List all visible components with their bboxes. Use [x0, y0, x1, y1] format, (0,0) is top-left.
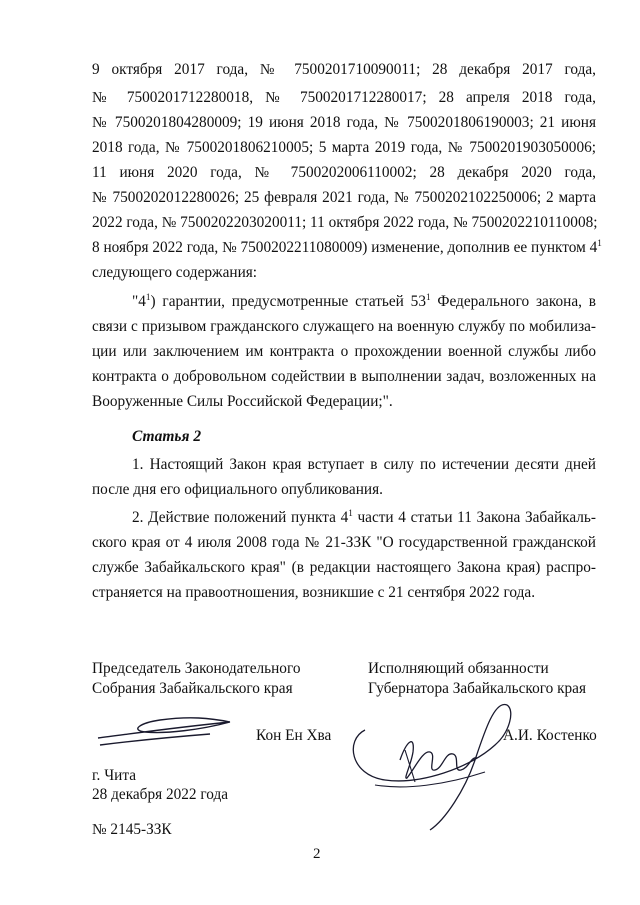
- paragraph-line: страняется на правоотношения, возникшие с 21 сентября 2022 года.: [92, 584, 536, 601]
- paragraph-line: после дня его официального опубликования.: [92, 481, 383, 498]
- body-line: № 7500201804280009; 19 июня 2018 года, № 7500201806190003; 21 июня: [92, 114, 596, 131]
- quote-line: [132, 293, 596, 311]
- body-line: 2022 года, № 7500202203020011; 11 октября 2022 года, № 7500202210110008;: [92, 214, 598, 231]
- quote-line: ции или заключением им контракта о прохождении военной службы либо: [92, 343, 596, 360]
- date: 28 декабря 2022 года: [92, 786, 229, 803]
- quote-text: Федерального закона, в: [430, 293, 596, 310]
- left-signature: [90, 700, 240, 760]
- right-signature: [345, 690, 520, 835]
- quote-line: Вооруженные Силы Российской Федерации;".: [92, 393, 393, 410]
- right-signatory-title: Губернатора Забайкальского края: [368, 680, 587, 697]
- law-number: № 2145-ЗЗК: [92, 821, 172, 838]
- body-line: № 7500201712280018, № 7500201712280017; 28 апреля 2018 года,: [92, 89, 596, 106]
- superscript: 1: [348, 507, 353, 518]
- paragraph-line: службе Забайкальского края" (в редакции настоящего Закона края) распро-: [92, 559, 596, 576]
- page-number: 2: [313, 846, 321, 862]
- left-signatory-title: Собрания Забайкальского края: [92, 680, 293, 697]
- article-heading: Статья 2: [132, 428, 202, 445]
- body-line: № 7500202012280026; 25 февраля 2021 года, № 7500202102250006; 2 марта: [92, 189, 596, 206]
- body-line: 9 октября 2017 года, № 7500201710090011; 28 декабря 2017 года,: [92, 61, 596, 78]
- body-line-text: 8 ноября 2022 года, № 7500202211080009) изменение, дополнив ее пунктом 4: [92, 239, 598, 256]
- place: г. Чита: [92, 767, 136, 784]
- right-signatory-title: Исполняющий обязанности: [368, 660, 549, 677]
- quote-line: связи с призывом гражданского служащего на военную службу по мобилиза-: [92, 318, 596, 335]
- paragraph-line: 1. Настоящий Закон края вступает в силу по истечении десяти дней: [132, 456, 596, 473]
- body-line: 11 июня 2020 года, № 7500202006110002; 28 декабря 2020 года,: [92, 164, 596, 181]
- superscript: 1: [597, 237, 602, 248]
- body-line: следующего содержания:: [92, 264, 258, 281]
- left-signatory-title: Председатель Законодательного: [92, 660, 301, 677]
- right-signatory-name: А.И. Костенко: [503, 727, 597, 744]
- superscript: 1: [145, 291, 151, 302]
- quote-line: контракта о добровольном содействии в выполнении задач, возложенных на: [92, 368, 596, 385]
- body-line: 2018 года, № 7500201806210005; 5 марта 2019 года, № 7500201903050006;: [92, 139, 596, 156]
- quote-text: ) гарантии, предусмотренные статьей 53: [150, 293, 426, 310]
- paragraph-text: части 4 статьи 11 Закона Забайкаль-: [352, 509, 596, 526]
- paragraph-line: [132, 509, 596, 527]
- quote-text: "4: [132, 293, 146, 310]
- left-signatory-name: Кон Ен Хва: [256, 727, 332, 744]
- paragraph-line: ского края от 4 июля 2008 года № 21-ЗЗК "О государственной гражданской: [92, 534, 596, 551]
- superscript: 1: [425, 291, 431, 302]
- paragraph-text: 2. Действие положений пункта 4: [132, 509, 349, 526]
- body-line: [92, 237, 602, 257]
